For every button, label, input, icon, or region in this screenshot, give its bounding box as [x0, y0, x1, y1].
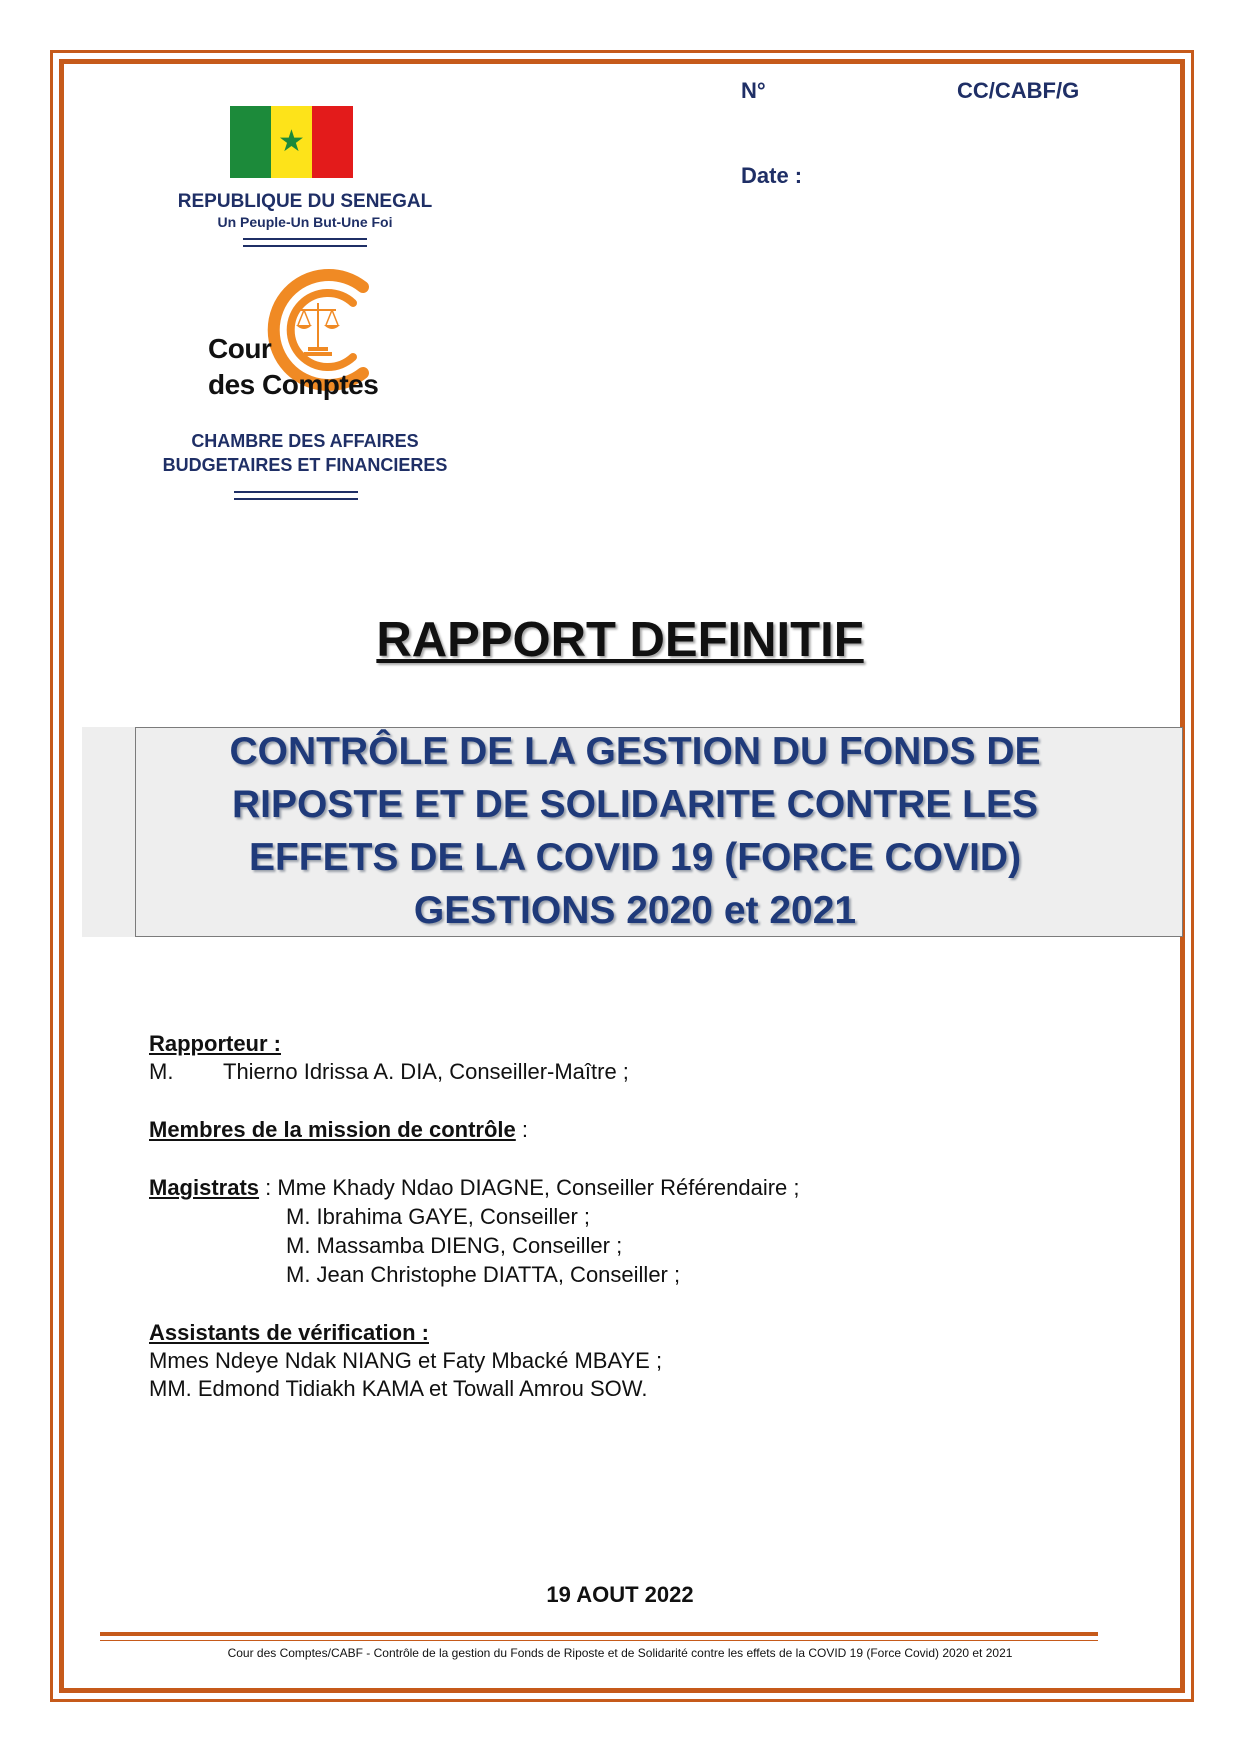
magistrat-first: : Mme Khady Ndao DIAGNE, Conseiller Référendaire ;: [259, 1175, 800, 1200]
rapporteur-heading: Rapporteur :: [149, 1031, 281, 1056]
reference-number: CC/CABF/G: [957, 78, 1080, 103]
separator-2: [234, 491, 358, 500]
magistrat-item: M. Ibrahima GAYE, Conseiller ;: [286, 1204, 591, 1229]
magistrat-item: M. Jean Christophe DIATTA, Conseiller ;: [286, 1262, 681, 1287]
mission-heading-label: Membres de la mission de contrôle: [149, 1117, 516, 1142]
subject-line-4: GESTIONS 2020 et 2021: [413, 889, 857, 932]
assistants-line-2: MM. Edmond Tidiakh KAMA et Towall Amrou SOW.: [149, 1376, 648, 1401]
magistrat-item: M. Massamba DIENG, Conseiller ;: [286, 1233, 623, 1258]
mission-heading: [149, 1117, 528, 1143]
assistants-line-1: Mmes Ndeye Ndak NIANG et Faty Mbacké MBAYE ;: [149, 1348, 663, 1373]
magistrats-line: [149, 1175, 800, 1201]
subject-line-3: EFFETS DE LA COVID 19 (FORCE COVID): [248, 836, 1022, 879]
rapporteur-title: M.: [149, 1059, 174, 1084]
subject-line-2: RIPOSTE ET DE SOLIDARITE CONTRE LES: [231, 783, 1039, 826]
footer-rule: [100, 1632, 1098, 1636]
flag-star-icon: ★: [278, 125, 305, 158]
chamber-line-2: BUDGETAIRES ET FINANCIERES: [162, 455, 448, 475]
rapporteur-name: Thierno Idrissa A. DIA, Conseiller-Maître ;: [223, 1059, 629, 1084]
report-date: 19 AOUT 2022: [546, 1582, 694, 1607]
national-motto: Un Peuple-Un But-Une Foi: [217, 214, 393, 230]
logo-text-cour: Cour: [208, 333, 272, 364]
report-title: RAPPORT DEFINITIF: [376, 613, 864, 667]
number-label: N°: [741, 78, 766, 103]
magistrats-heading: Magistrats: [149, 1175, 260, 1200]
subject-line-1: CONTRÔLE DE LA GESTION DU FONDS DE: [229, 730, 1041, 773]
date-label: Date :: [741, 163, 803, 188]
senegal-flag-icon: [230, 106, 353, 178]
assistants-heading: Assistants de vérification :: [149, 1320, 429, 1345]
footer-rule-thin: [100, 1640, 1098, 1641]
mission-heading-suffix: :: [515, 1117, 529, 1142]
separator-1: [243, 238, 367, 247]
logo-text-des-comptes: des Comptes: [208, 369, 379, 400]
chamber-line-1: CHAMBRE DES AFFAIRES: [191, 431, 419, 451]
subject-shade: [82, 727, 135, 937]
republic-title: REPUBLIQUE DU SENEGAL: [177, 191, 433, 212]
footer-text: Cour des Comptes/CABF - Contrôle de la gestion du Fonds de Riposte et de Solidarité contre les effets de la COVID 19 (Force Covid) 2020 et 2021: [227, 1646, 1013, 1660]
